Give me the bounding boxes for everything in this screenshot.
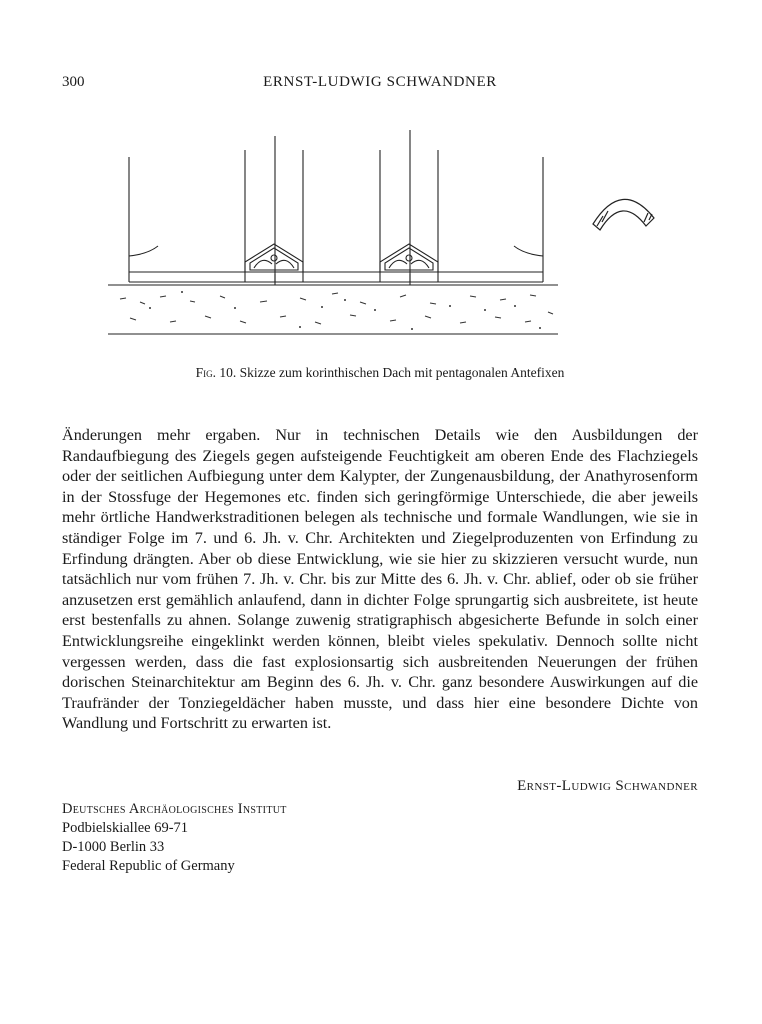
address-street: Podbielskiallee 69-71 bbox=[62, 820, 189, 836]
address-city: D-1000 Berlin 33 bbox=[62, 839, 165, 855]
body-paragraph: Änderungen mehr ergaben. Nur in technischen Details wie den Ausbildungen der Randaufbiegung des Ziegels gegen aufsteigende Feuchtigkeit am oberen Ende des Flachziegels oder der seitlichen Aufbiegung unter dem Kalypter, der Zungenausbildung, der Anathyrosenform in der Stossfuge der Hegemones etc. finden sich geringförmige Unterschiede, die aber jeweils mehr örtliche Handwerkstraditionen belegen als technische und formale Wandlungen, wie sie in ständiger Folge im 7. und 6. Jh. v. Chr. Architekten und Ziegelproduzenten von Erfindung zu Erfindung drängten. Aber ob diese Entwicklung, wie sie hier zu skizzieren versucht wurde, nun tatsächlich nur vom frühen 7. Jh. v. Chr. bis zur Mitte des 6. Jh. v. Chr. ablief, oder ob sie früher anzusetzen erst gemählich anlaufend, dann in dichter Folge sprungartig sich ausbreitete, ist heute erst bestenfalls zu ahnen. Solange zuwenig stratigraphisch abgesicherte Befunde in solch einer Entwicklungsreihe eingeklinkt werden können, bleibt vieles spekulativ. Dennoch sollte nicht vergessen werden, dass die fast explosionsartig sich ausbreitenden Neuerungen der frühen dorischen Steinarchitektur am Beginn des 6. Jh. v. Chr. ganz besondere Auswirkungen auf die Traufränder der Tonziegeldächer haben musste, und dass hier eine besondere Dichte von Wandlung und Fortschritt zu erwarten ist. bbox=[62, 426, 698, 733]
stone-texture bbox=[120, 293, 553, 324]
roof-sketch-figure bbox=[100, 122, 672, 342]
roof-sketch-drawing bbox=[100, 122, 672, 342]
running-head: ERNST-LUDWIG SCHWANDNER bbox=[263, 74, 497, 90]
caption-text: Skizze zum korinthischen Dach mit pentagonalen Antefixen bbox=[239, 365, 565, 380]
figure-caption bbox=[62, 365, 698, 381]
page-number: 300 bbox=[62, 74, 85, 90]
caption-label: Fig. 10. bbox=[195, 365, 237, 380]
stone-dots bbox=[149, 291, 541, 330]
author-address bbox=[62, 800, 287, 876]
kalypter-section bbox=[593, 199, 654, 230]
page-header bbox=[62, 74, 698, 94]
author-signature: Ernst-Ludwig Schwandner bbox=[517, 778, 698, 794]
address-institution: Deutsches Archäologisches Institut bbox=[62, 801, 287, 817]
address-country: Federal Republic of Germany bbox=[62, 858, 235, 874]
roof-lines bbox=[108, 130, 558, 334]
